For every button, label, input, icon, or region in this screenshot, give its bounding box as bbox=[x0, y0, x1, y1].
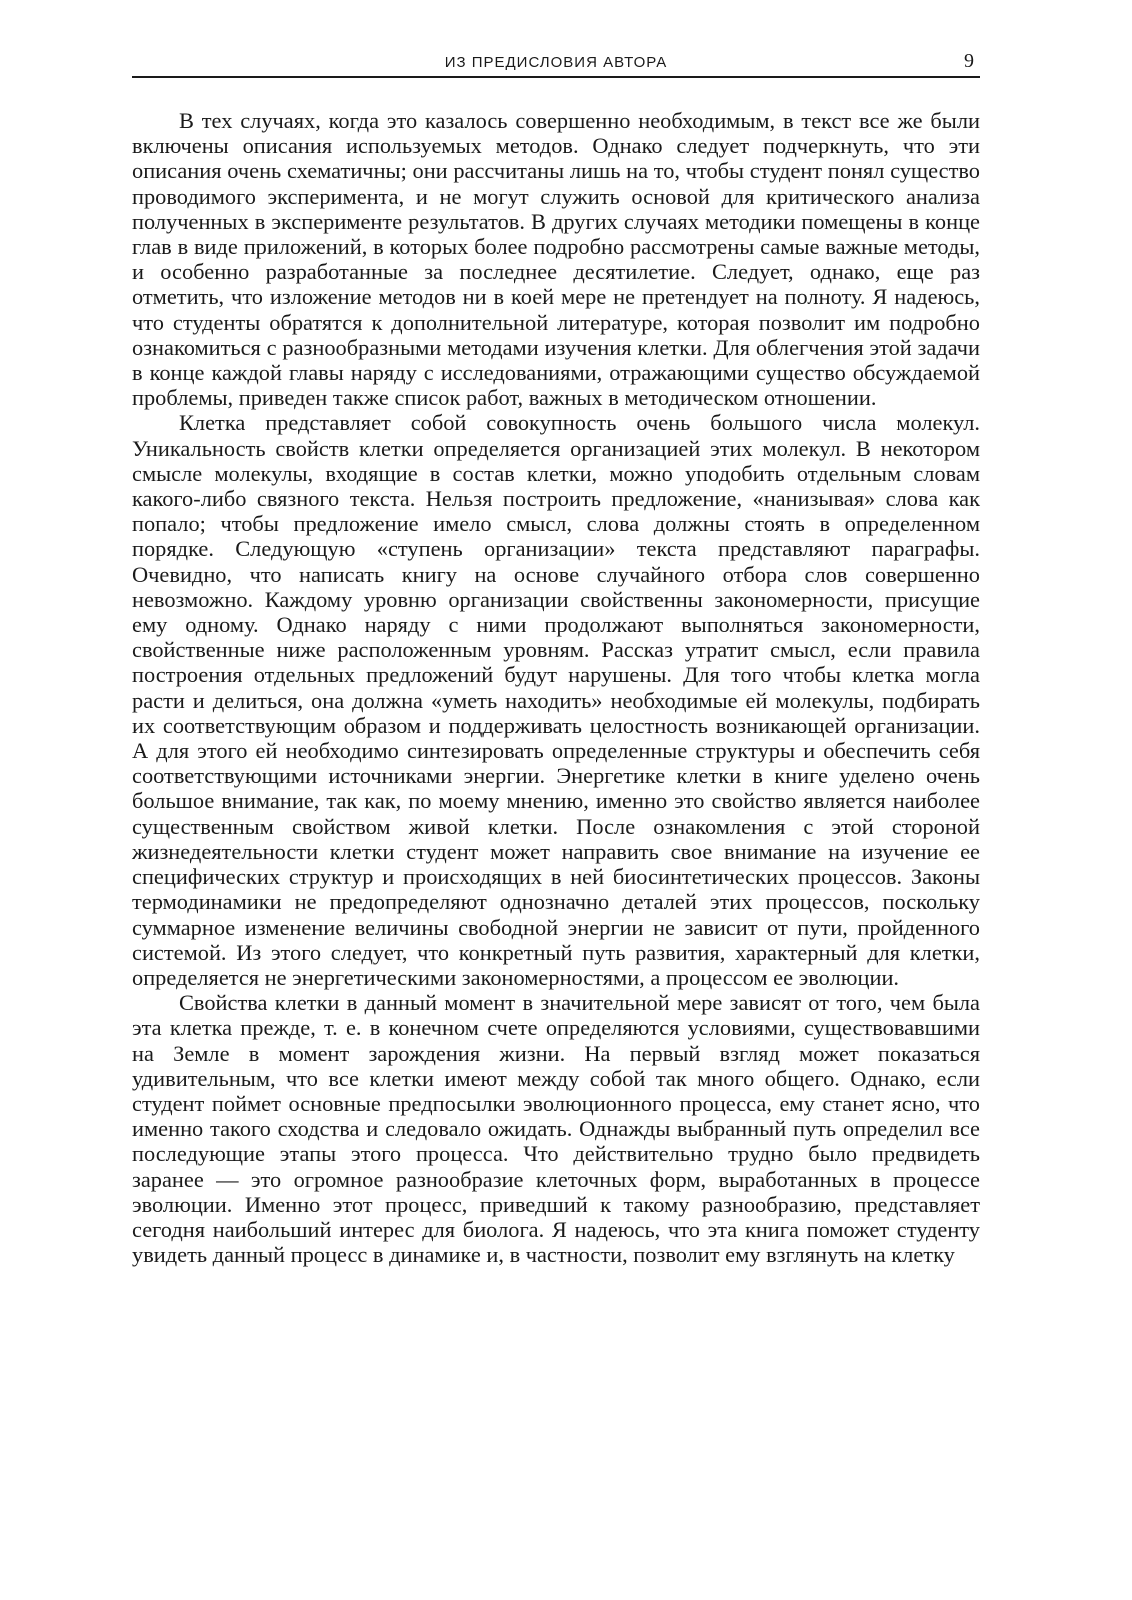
paragraph-cell-evolution: Свойства клетки в данный момент в значительной мере зависят от того, чем была эта клетка прежде, т. е. в конечном счете определяются условиями, существовавшими на Земле в момент зарождения жизни. На первый взгляд может показаться удивительным, что все клетки имеют между собой так много общего. Однако, если студент поймет основные предпосылки эволюционного процесса, ему станет ясно, что именно такого сходства и следовало ожидать. Однажды выбранный путь определил все последующие этапы этого процесса. Что действительно трудно было предвидеть заранее — это огромное разнообразие клеточных форм, выработанных в процессе эволюции. Именно этот процесс, приведший к такому разнообразию, представляет сегодня наибольший интерес для биолога. Я надеюсь, что эта книга поможет студенту увидеть данный процесс в динамике и, в частности, позволит ему взглянуть на клетку bbox=[132, 990, 980, 1268]
running-header bbox=[132, 50, 980, 78]
body-text bbox=[132, 108, 980, 1267]
book-page bbox=[132, 50, 980, 1267]
paragraph-methods: В тех случаях, когда это казалось совершенно необходимым, в текст все же были включены описания используемых методов. Однако следует подчеркнуть, что эти описания очень схематичны; они рассчитаны лишь на то, чтобы студент понял существо проводимого эксперимента, и не могут служить основой для критического анализа полученных в эксперименте результатов. В других случаях методики помещены в конце глав в виде приложений, в которых более подробно рассмотрены самые важные методы, и особенно разработанные за последнее десятилетие. Следует, однако, еще раз отметить, что изложение методов ни в коей мере не претендует на полноту. Я надеюсь, что студенты обратятся к дополнительной литературе, которая позволит им подробно ознакомиться с разнообразными методами изучения клетки. Для облегчения этой задачи в конце каждой главы наряду с исследованиями, отражающими существо обсуждаемой проблемы, приведен также список работ, важных в методическом отношении. bbox=[132, 108, 980, 411]
page-number: 9 bbox=[964, 50, 974, 72]
running-title: ИЗ ПРЕДИСЛОВИЯ АВТОРА bbox=[444, 54, 668, 71]
paragraph-cell-organization: Клетка представляет собой совокупность очень большого числа молекул. Уникальность свойств клетки определяется организацией этих молекул. В некотором смысле молекулы, входящие в состав клетки, можно уподобить отдельным словам какого-либо связного текста. Нельзя построить предложение, «нанизывая» слова как попало; чтобы предложение имело смысл, слова должны стоять в определенном порядке. Следующую «ступень организации» текста представляют параграфы. Очевидно, что написать книгу на основе случайного отбора слов совершенно невозможно. Каждому уровню организации свойственны закономерности, присущие ему одному. Однако наряду с ними продолжают выполняться закономерности, свойственные ниже расположенным уровням. Рассказ утратит смысл, если правила построения отдельных предложений будут нарушены. Для того чтобы клетка могла расти и делиться, она должна «уметь находить» необходимые ей молекулы, подбирать их соответствующим образом и поддерживать целостность возникающей организации. А для этого ей необходимо синтезировать определенные структуры и обеспечить себя соответствующими источниками энергии. Энергетике клетки в книге уделено очень большое внимание, так как, по моему мнению, именно это свойство является наиболее существенным свойством живой клетки. После ознакомления с этой стороной жизнедеятельности клетки студент может направить свое внимание на изучение ее специфических структур и происходящих в ней биосинтетических процессов. Законы термодинамики не предопределяют однозначно деталей этих процессов, поскольку суммарное изменение величины свободной энергии не зависит от пути, пройденного системой. Из этого следует, что конкретный путь развития, характерный для клетки, определяется не энергетическими закономерностями, а процессом ее эволюции. bbox=[132, 410, 980, 990]
